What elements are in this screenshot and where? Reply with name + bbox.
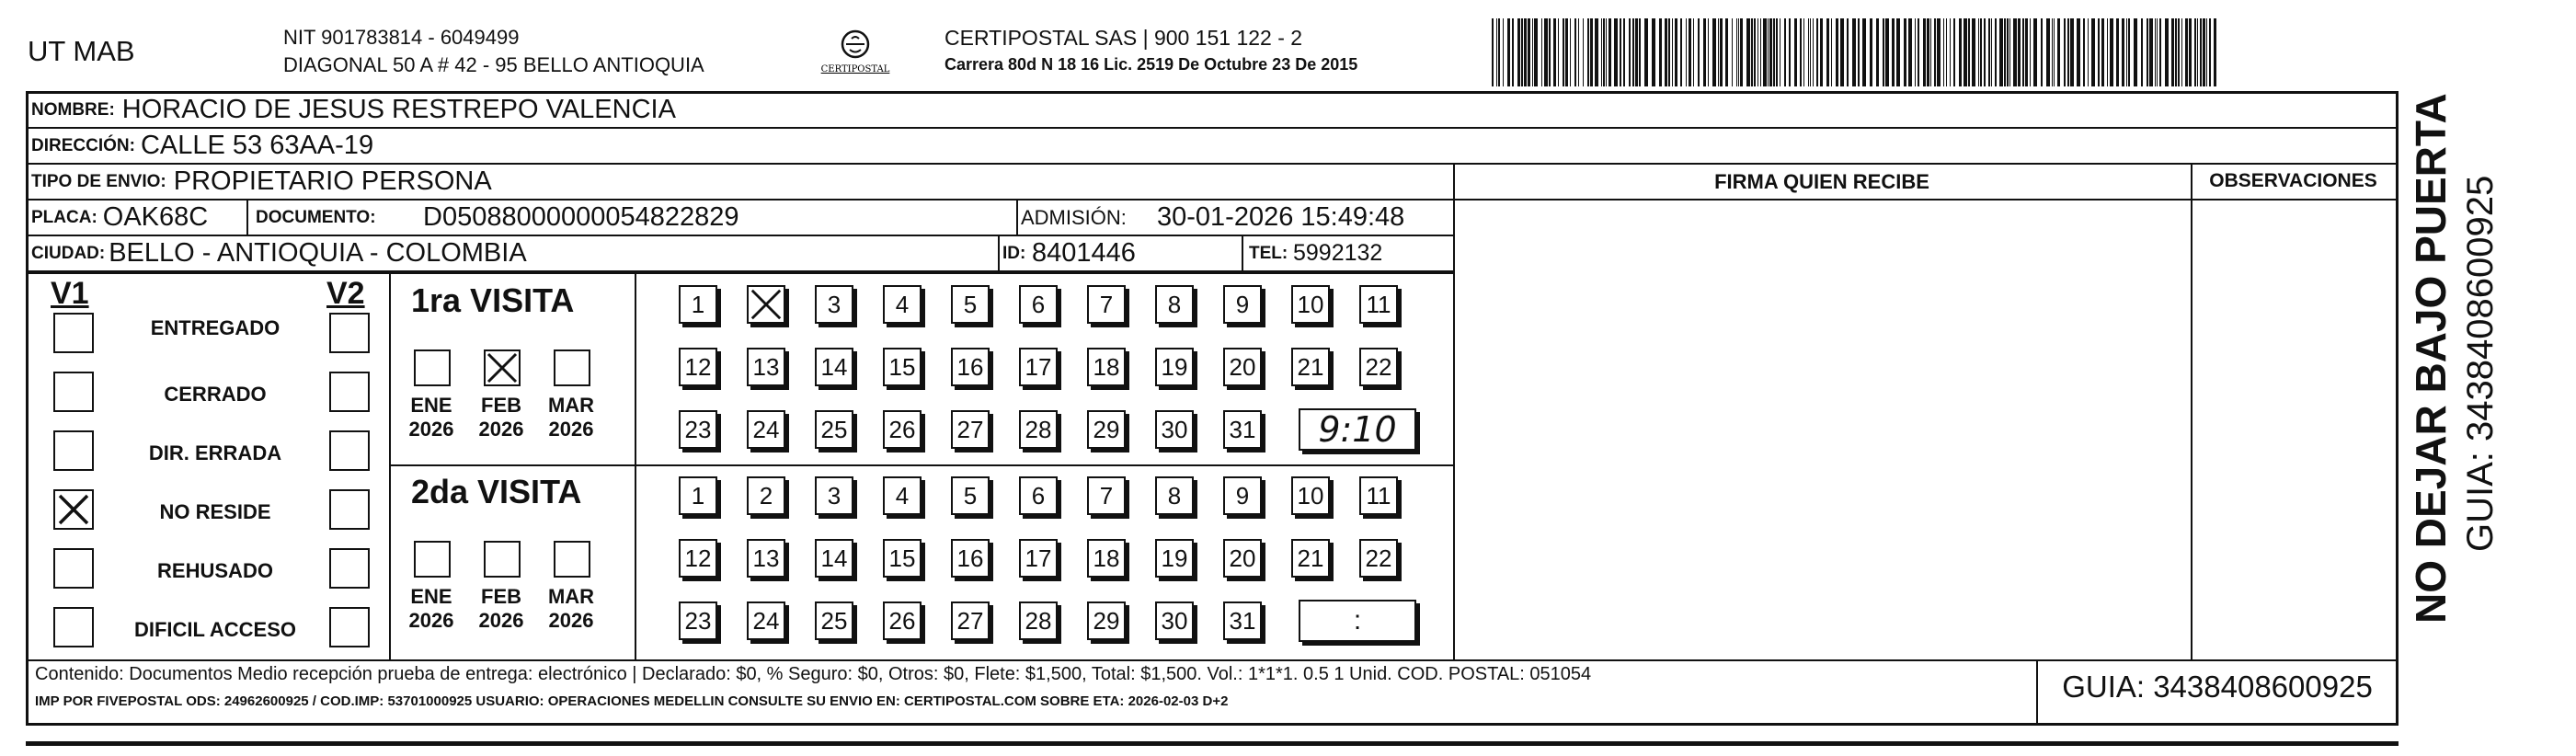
v2-header: V2 (326, 276, 365, 311)
placa-value: OAK68C (102, 202, 209, 232)
v2-checkbox[interactable] (329, 372, 370, 412)
v2-checkbox[interactable] (329, 489, 370, 530)
day-box[interactable]: 2 (747, 476, 785, 515)
ciudad-value: BELLO - ANTIOQUIA - COLOMBIA (109, 238, 527, 268)
company-nit: NIT 901783814 - 6049499 (283, 26, 520, 49)
firma-divider (1453, 165, 1455, 660)
month-label: ENE (410, 585, 452, 608)
footer-divider (26, 659, 2399, 661)
day-box[interactable]: 10 (1291, 476, 1330, 515)
visit2-title: 2da VISITA (411, 473, 582, 510)
day-box[interactable]: 25 (815, 410, 853, 449)
admision-label: ADMISIÓN: (1021, 205, 1127, 229)
day-box[interactable]: 17 (1019, 539, 1058, 578)
year-label: 2026 (478, 609, 524, 632)
side-guia (2457, 166, 2503, 552)
visit2-time-box[interactable] (1299, 600, 1416, 642)
status-label: NO RESIDE (159, 500, 271, 523)
day-box[interactable]: 3 (815, 285, 853, 324)
month-label: FEB (481, 394, 521, 417)
day-box[interactable]: 11 (1359, 476, 1398, 515)
day-box[interactable]: 12 (679, 348, 717, 386)
day-box[interactable]: 12 (679, 539, 717, 578)
day-box[interactable]: 30 (1155, 410, 1194, 449)
barcode (1492, 18, 2218, 86)
direccion-value: CALLE 53 63AA-19 (140, 131, 374, 160)
month-checkbox[interactable] (484, 541, 521, 578)
logo-text: CERTIPOSTAL (820, 64, 890, 74)
day-box[interactable]: 25 (815, 601, 853, 640)
day-box[interactable]: 23 (679, 601, 717, 640)
day-box[interactable]: 1 (679, 476, 717, 515)
documento-label: DOCUMENTO: (256, 207, 376, 227)
day-box[interactable]: 11 (1359, 285, 1398, 324)
day-box[interactable]: 29 (1087, 601, 1126, 640)
obs-divider (2191, 165, 2192, 660)
day-box[interactable]: 10 (1291, 285, 1330, 324)
day-box[interactable]: 21 (1291, 539, 1330, 578)
year-label: 2026 (548, 418, 594, 441)
day-box[interactable]: 26 (883, 410, 922, 449)
day-box[interactable]: 18 (1087, 539, 1126, 578)
day-box[interactable]: 15 (883, 348, 922, 386)
day-box[interactable] (747, 285, 785, 324)
visit1-title: 1ra VISITA (411, 281, 575, 319)
day-box[interactable]: 1 (679, 285, 717, 324)
day-box[interactable]: 8 (1155, 285, 1194, 324)
observaciones-header: OBSERVACIONES (2209, 170, 2377, 191)
month-checkbox[interactable] (414, 541, 451, 578)
tel-value: 5992132 (1293, 240, 1383, 266)
day-box[interactable]: 31 (1223, 601, 1262, 640)
v2-checkbox[interactable] (329, 430, 370, 471)
day-box[interactable]: 27 (951, 410, 990, 449)
side-guia-text: GUIA: 3438408600925 (2460, 175, 2501, 552)
month-label: FEB (481, 585, 521, 608)
day-box[interactable]: 17 (1019, 348, 1058, 386)
day-box[interactable]: 16 (951, 348, 990, 386)
day-box[interactable]: 15 (883, 539, 922, 578)
day-box[interactable]: 6 (1019, 285, 1058, 324)
carrier-license: Carrera 80d N 18 16 Lic. 2519 De Octubre 23 De 2015 (945, 55, 1358, 74)
day-box[interactable]: 9 (1223, 285, 1262, 324)
day-box[interactable]: 13 (747, 539, 785, 578)
row-direccion (26, 129, 2399, 165)
v1-checkbox[interactable] (53, 372, 94, 412)
footer-contenido: Contenido: Documentos Medio recepción prueba de entrega: electrónico | Declarado: $0, % Seguro: $0, Otros: $0, Flete: $1,500, Total: $1,500. Vol.: 1*1*1. 0.5 1 Unid. COD. POSTAL: 051054 (35, 664, 1592, 684)
day-box[interactable]: 9 (1223, 476, 1262, 515)
day-box[interactable]: 22 (1359, 539, 1398, 578)
v1-checkbox[interactable] (53, 607, 94, 647)
row-placa (26, 200, 1453, 236)
side-divider (2396, 129, 2398, 660)
month-checkbox[interactable] (554, 349, 590, 386)
direccion-label: DIRECCIÓN: (31, 135, 135, 155)
month-checkbox[interactable] (414, 349, 451, 386)
tipo-value: PROPIETARIO PERSONA (173, 166, 492, 196)
id-label: ID: (1002, 243, 1026, 263)
day-box[interactable]: 14 (815, 539, 853, 578)
ciudad-label: CIUDAD: (31, 243, 106, 263)
company-name: UT MAB (28, 35, 135, 67)
status-label: CERRADO (164, 383, 267, 406)
id-value: 8401446 (1032, 238, 1136, 268)
day-box[interactable]: 19 (1155, 348, 1194, 386)
v1-checkbox[interactable] (53, 548, 94, 589)
year-label: 2026 (548, 609, 594, 632)
day-box[interactable]: 7 (1087, 285, 1126, 324)
day-box[interactable]: 26 (883, 601, 922, 640)
year-label: 2026 (408, 609, 454, 632)
day-box[interactable]: 21 (1291, 348, 1330, 386)
admision-value: 30-01-2026 15:49:48 (1157, 202, 1405, 232)
day-box[interactable]: 13 (747, 348, 785, 386)
day-box[interactable]: 3 (815, 476, 853, 515)
day-box[interactable]: 24 (747, 410, 785, 449)
day-box[interactable]: 30 (1155, 601, 1194, 640)
day-box[interactable]: 4 (883, 285, 922, 324)
v1-checkbox[interactable] (53, 430, 94, 471)
day-box[interactable]: 22 (1359, 348, 1398, 386)
v2-checkbox[interactable] (329, 548, 370, 589)
day-box[interactable]: 23 (679, 410, 717, 449)
bottom-rule (26, 741, 2399, 746)
status-label: ENTREGADO (150, 316, 280, 339)
month-label: ENE (410, 394, 452, 417)
month-checkbox[interactable] (484, 349, 521, 386)
day-box[interactable]: 5 (951, 476, 990, 515)
day-box[interactable]: 4 (883, 476, 922, 515)
footer-imp: IMP POR FIVEPOSTAL ODS: 24962600925 / COD.IMP: 53701000925 USUARIO: OPERACIONES MEDELLIN CONSULTE SU ENVIO EN: CERTIPOSTAL.COM SOBRE ETA: 2026-02-03 D+2 (35, 693, 1229, 709)
v2-checkbox[interactable] (329, 313, 370, 353)
day-box[interactable]: 20 (1223, 539, 1262, 578)
tipo-label: TIPO DE ENVIO: (31, 171, 166, 191)
year-label: 2026 (408, 418, 454, 441)
side-warning (2403, 93, 2458, 624)
v1-header: V1 (51, 276, 89, 311)
status-label: DIFICIL ACCESO (133, 618, 296, 641)
day-box[interactable]: 6 (1019, 476, 1058, 515)
nombre-label: NOMBRE: (31, 99, 115, 120)
day-box[interactable]: 24 (747, 601, 785, 640)
nombre-value: HORACIO DE JESUS RESTREPO VALENCIA (121, 95, 676, 124)
day-box[interactable]: 20 (1223, 348, 1262, 386)
month-checkbox[interactable] (554, 541, 590, 578)
day-box[interactable]: 16 (951, 539, 990, 578)
visit1-time-value: 9:10 (1318, 409, 1397, 450)
row-nombre (26, 93, 2399, 129)
tel-label: TEL: (1249, 243, 1288, 263)
day-box[interactable]: 7 (1087, 476, 1126, 515)
row-tipo (26, 165, 1453, 200)
row-ciudad (26, 236, 1453, 272)
day-box[interactable]: 31 (1223, 410, 1262, 449)
firma-header: FIRMA QUIEN RECIBE (1714, 170, 1929, 193)
status-label: REHUSADO (157, 559, 273, 582)
day-box[interactable]: 19 (1155, 539, 1194, 578)
placa-label: PLACA: (31, 207, 97, 227)
year-label: 2026 (478, 418, 524, 441)
visit1-time-box[interactable] (1299, 408, 1416, 451)
side-warning-text: NO DEJAR BAJO PUERTA (2407, 93, 2455, 624)
month-label: MAR (547, 585, 595, 608)
day-box[interactable]: 14 (815, 348, 853, 386)
v1-checkbox[interactable] (53, 313, 94, 353)
v2-checkbox[interactable] (329, 607, 370, 647)
certipostal-logo (809, 28, 901, 78)
day-box[interactable]: 8 (1155, 476, 1194, 515)
company-address: DIAGONAL 50 A # 42 - 95 BELLO ANTIOQUIA (283, 53, 704, 76)
status-label: DIR. ERRADA (148, 441, 282, 464)
day-box[interactable]: 28 (1019, 601, 1058, 640)
day-box[interactable]: 27 (951, 601, 990, 640)
footer-guia: GUIA: 3438408600925 (2062, 670, 2373, 704)
day-box[interactable]: 28 (1019, 410, 1058, 449)
day-box[interactable]: 18 (1087, 348, 1126, 386)
month-label: MAR (547, 394, 595, 417)
day-box[interactable]: 5 (951, 285, 990, 324)
carrier-name: CERTIPOSTAL SAS | 900 151 122 - 2 (945, 26, 1303, 50)
v1-checkbox[interactable] (53, 489, 94, 530)
visit2-time-value: : (1353, 605, 1362, 636)
documento-value: D05088000000054822829 (423, 202, 739, 232)
day-box[interactable]: 29 (1087, 410, 1126, 449)
